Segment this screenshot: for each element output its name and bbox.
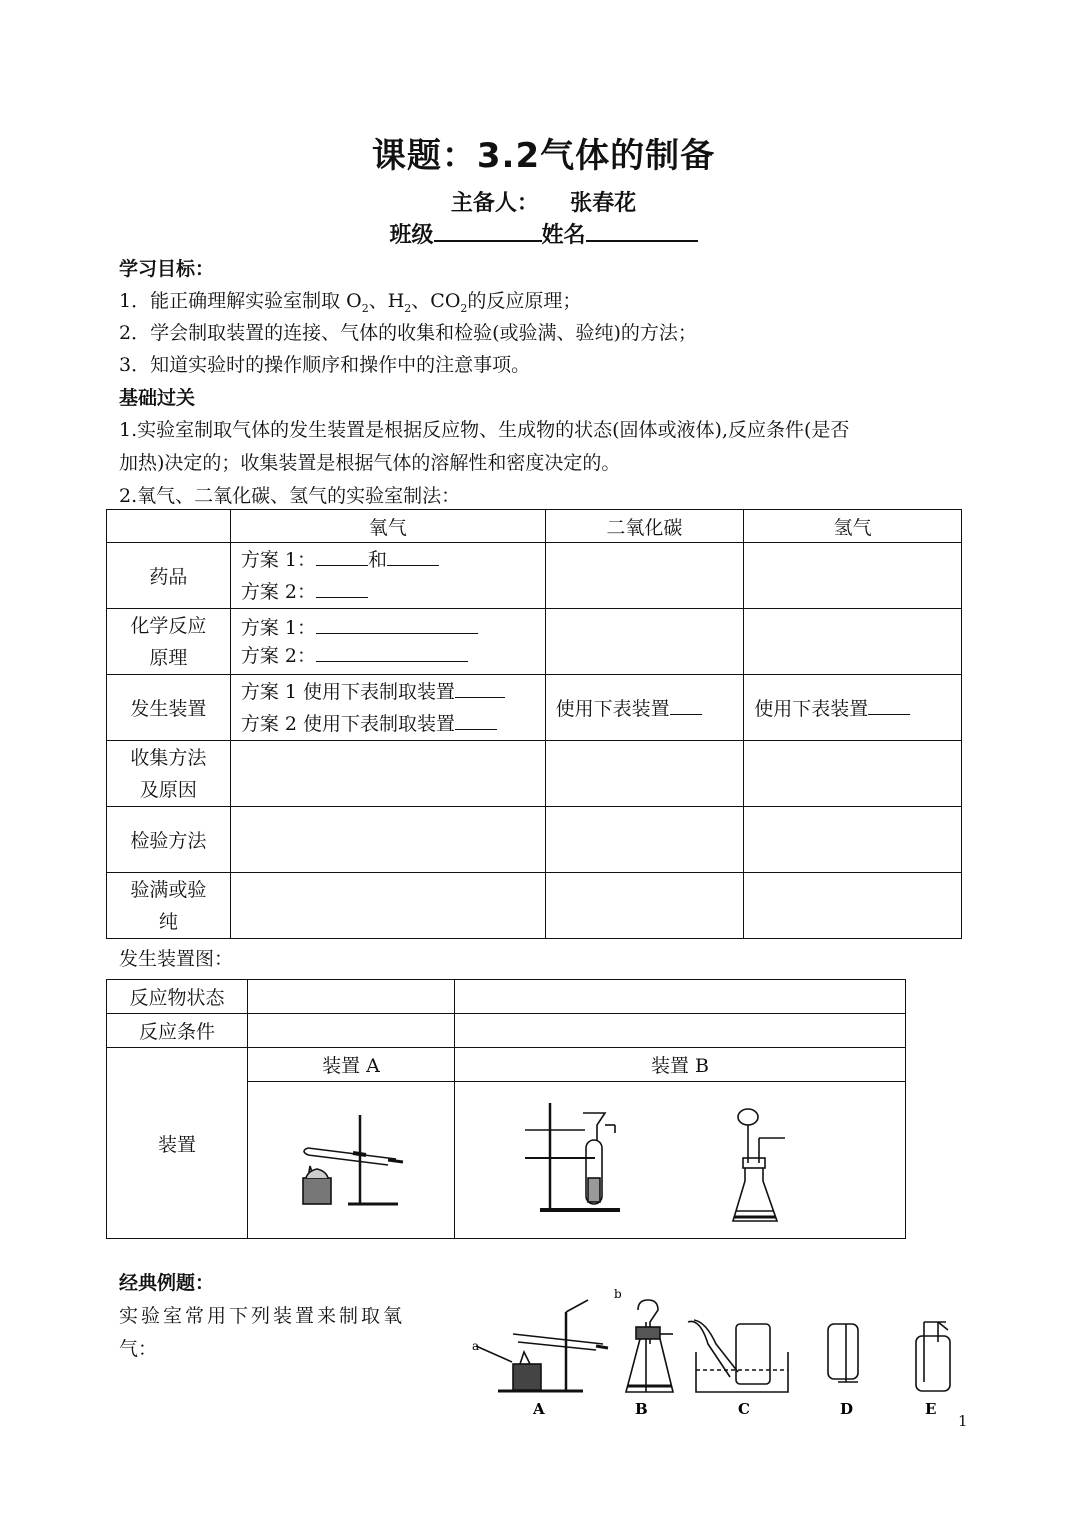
apparatus-a-image [248, 1083, 453, 1238]
oxygen-device-cell[interactable]: 方案 1 使用下表制取装置 方案 2 使用下表制取装置 [230, 675, 545, 741]
page-title: 课题：3.2气体的制备 [371, 136, 716, 176]
figure-label-B: B [635, 1400, 648, 1418]
example-text-b: 气： [119, 1338, 158, 1360]
apparatus-table [106, 979, 906, 1239]
figure-label-A: A [533, 1400, 545, 1418]
row-label-full: 验满或验 纯 [107, 873, 231, 939]
h2-collect-cell[interactable] [744, 741, 962, 807]
class-blank[interactable] [434, 220, 542, 242]
goal-item-2: 2．学会制取装置的连接、气体的收集和检验(或验满、验纯)的方法； [119, 322, 697, 344]
goals-heading: 学习目标： [119, 258, 215, 280]
co2-full-cell[interactable] [545, 873, 744, 939]
condition-label: 反应条件 [107, 1014, 248, 1048]
header-empty [107, 510, 231, 543]
figure-label-D: D [840, 1400, 854, 1418]
co2-drugs-cell[interactable] [545, 543, 744, 609]
h2-device-cell[interactable]: 使用下表装置 [744, 675, 962, 741]
oxygen-full-cell[interactable] [230, 873, 545, 939]
device-caption: 发生装置图： [119, 948, 234, 970]
preparer-name: 张春花 [570, 191, 637, 216]
row-label-collect: 收集方法 及原因 [107, 741, 231, 807]
example-apparatus-figure [468, 1282, 968, 1422]
figure-label-b: b [614, 1287, 622, 1301]
basics-heading: 基础过关 [119, 387, 196, 409]
name-blank[interactable] [586, 220, 698, 242]
gas-preparation-table [106, 509, 962, 939]
oxygen-reaction-cell[interactable]: 方案 1： 方案 2： [230, 609, 545, 675]
row-label-drugs: 药品 [107, 543, 231, 609]
example-text-a: 实验室常用下列装置来制取氧 [119, 1305, 406, 1327]
class-label: 班级 [389, 223, 434, 248]
h2-full-cell[interactable] [744, 873, 962, 939]
header-co2: 二氧化碳 [545, 510, 744, 543]
row-label-test: 检验方法 [107, 807, 231, 873]
co2-device-cell[interactable]: 使用下表装置 [545, 675, 744, 741]
condition-b-cell[interactable] [454, 1014, 905, 1048]
state-label: 反应物状态 [107, 980, 248, 1014]
figure-label-E: E [925, 1400, 937, 1418]
h2-reaction-cell[interactable] [744, 609, 962, 675]
figure-label-a: a [472, 1339, 480, 1353]
device-a-figure-cell [248, 1082, 455, 1239]
goal-item-1: 1．能正确理解实验室制取 $O_2$、$H_2$、$CO_2$的反应原理； [119, 290, 582, 315]
preparer-label: 主备人： [450, 191, 539, 216]
oxygen-collect-cell[interactable] [230, 741, 545, 807]
device-b-label: 装置 B [454, 1048, 905, 1082]
h2-drugs-cell[interactable] [744, 543, 962, 609]
apparatus-b-image [455, 1083, 905, 1238]
h2-test-cell[interactable] [744, 807, 962, 873]
condition-a-cell[interactable] [248, 1014, 455, 1048]
device-a-label: 装置 A [248, 1048, 455, 1082]
co2-reaction-cell[interactable] [545, 609, 744, 675]
basics-paragraph-1a: 1.实验室制取气体的发生装置是根据反应物、生成物的状态(固体或液体),反应条件(是否 [119, 419, 850, 441]
figure-label-C: C [738, 1400, 750, 1418]
header-hydrogen: 氢气 [744, 510, 962, 543]
oxygen-drugs-cell[interactable]: 方案 1： 和 方案 2： [230, 543, 545, 609]
row-label-device: 发生装置 [107, 675, 231, 741]
co2-collect-cell[interactable] [545, 741, 744, 807]
device-b-figure-cell [454, 1082, 905, 1239]
state-a-cell[interactable] [248, 980, 455, 1014]
device-label: 装置 [107, 1048, 248, 1239]
basics-paragraph-2: 2.氧气、二氧化碳、氢气的实验室制法： [119, 485, 461, 507]
goal-item-3: 3．知道实验时的操作顺序和操作中的注意事项。 [119, 354, 531, 376]
name-label: 姓名 [541, 223, 586, 248]
oxygen-test-cell[interactable] [230, 807, 545, 873]
preparer-line [0, 186, 1087, 217]
co2-test-cell[interactable] [545, 807, 744, 873]
page-number: 1 [958, 1412, 968, 1430]
state-b-cell[interactable] [454, 980, 905, 1014]
example-heading: 经典例题： [119, 1272, 215, 1294]
header-oxygen: 氧气 [230, 510, 545, 543]
basics-paragraph-1b: 加热)决定的；收集装置是根据气体的溶解性和密度决定的。 [119, 452, 621, 474]
row-label-reaction: 化学反应 原理 [107, 609, 231, 675]
class-name-line [0, 218, 1087, 249]
